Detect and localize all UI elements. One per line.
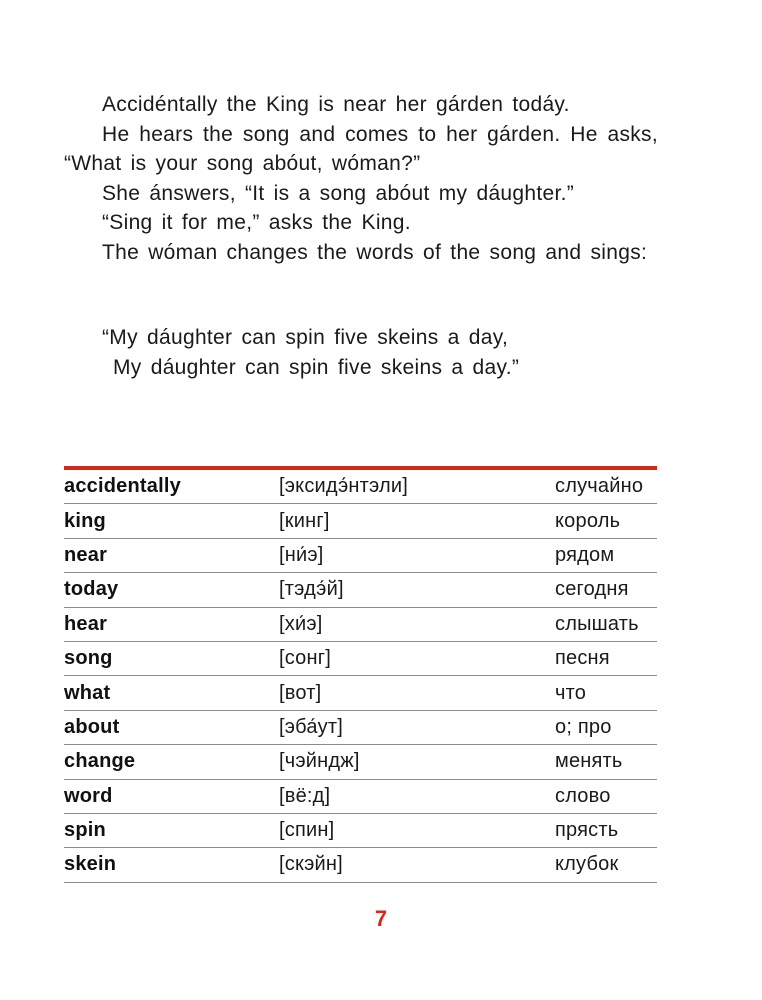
story-paragraph: Accidéntally the King is near her gárden todáy. — [102, 93, 570, 116]
vocabulary-row — [64, 470, 657, 504]
vocabulary-meaning: прясть — [555, 819, 619, 842]
vocabulary-meaning: что — [555, 681, 587, 704]
vocabulary-meaning: король — [555, 509, 621, 532]
poem — [64, 323, 658, 382]
vocabulary-meaning: слышать — [555, 612, 639, 635]
vocabulary-row — [64, 642, 657, 676]
vocabulary-transcription: [кинг] — [279, 509, 330, 532]
vocabulary-row — [64, 711, 657, 745]
vocabulary-transcription: [сонг] — [279, 647, 332, 670]
vocabulary-row — [64, 848, 657, 882]
vocabulary-row — [64, 504, 657, 538]
vocabulary-transcription: [ни́э] — [279, 543, 324, 566]
vocabulary-meaning: менять — [555, 750, 623, 773]
vocabulary-row — [64, 745, 657, 779]
vocabulary-word: skein — [64, 853, 117, 876]
vocabulary-meaning: случайно — [555, 475, 644, 498]
vocabulary-row — [64, 780, 657, 814]
poem-line: My dáughter can spin five skeins a day.” — [113, 355, 520, 379]
vocabulary-meaning: песня — [555, 647, 610, 670]
vocabulary-row — [64, 573, 657, 607]
story-paragraph: The wóman changes the words of the song and sings: — [102, 240, 648, 264]
vocabulary-transcription: [чэйндж] — [279, 750, 360, 773]
vocabulary-word: near — [64, 543, 108, 566]
vocabulary-meaning: клубок — [555, 853, 619, 876]
vocabulary-word: song — [64, 647, 113, 670]
story-paragraph: “Sing it for me,” asks the King. — [102, 211, 411, 234]
vocabulary-word: spin — [64, 819, 106, 842]
vocabulary-transcription: [вот] — [279, 681, 322, 704]
story-paragraph: He hears the song and comes to her gárden. He asks, “What is your song abóut, wóman?” — [64, 122, 658, 175]
vocabulary-meaning: рядом — [555, 543, 615, 566]
vocabulary-transcription: [тэдэ́й] — [279, 578, 344, 601]
vocabulary-transcription: [спин] — [279, 819, 335, 842]
vocabulary-table — [64, 466, 657, 883]
vocabulary-transcription: [скэйн] — [279, 853, 343, 876]
vocabulary-transcription: [эксидэ́нтэли] — [279, 475, 408, 498]
vocabulary-meaning: о; про — [555, 715, 612, 738]
story-text — [64, 90, 658, 267]
vocabulary-transcription: [хи́э] — [279, 612, 323, 635]
vocabulary-word: accidentally — [64, 475, 181, 498]
vocabulary-word: today — [64, 578, 119, 601]
vocabulary-word: change — [64, 750, 136, 773]
vocabulary-row — [64, 676, 657, 710]
poem-line: “My dáughter can spin five skeins a day, — [102, 326, 509, 349]
vocabulary-word: hear — [64, 612, 108, 635]
vocabulary-row — [64, 608, 657, 642]
page-number: 7 — [374, 906, 388, 931]
vocabulary-word: word — [64, 784, 113, 807]
vocabulary-row — [64, 814, 657, 848]
vocabulary-transcription: [вё:д] — [279, 784, 331, 807]
vocabulary-transcription: [эба́ут] — [279, 715, 343, 738]
vocabulary-row — [64, 539, 657, 573]
vocabulary-meaning: слово — [555, 784, 611, 807]
vocabulary-word: king — [64, 509, 106, 532]
vocabulary-word: about — [64, 715, 120, 738]
vocabulary-word: what — [64, 681, 111, 704]
vocabulary-meaning: сегодня — [555, 578, 629, 601]
story-paragraph: She ánswers, “It is a song abóut my dáughter.” — [102, 181, 575, 205]
